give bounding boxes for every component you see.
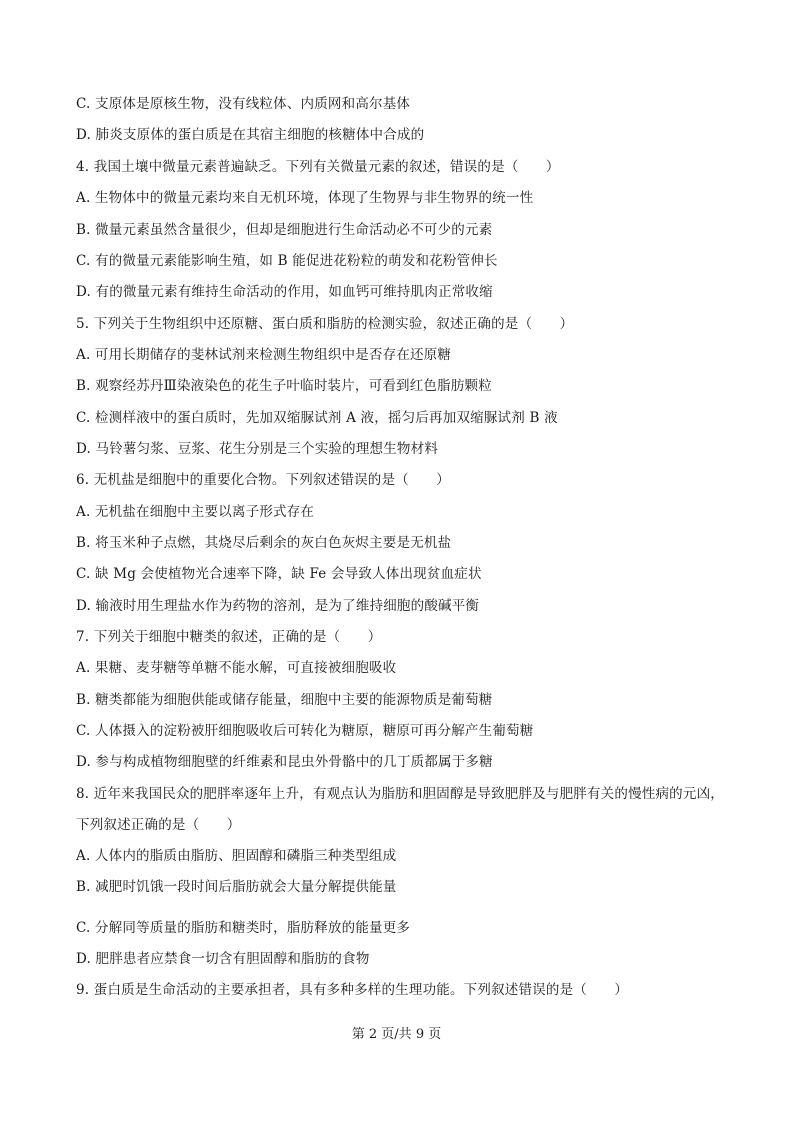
option-line: C. 分解同等质量的脂肪和糖类时，脂肪释放的能量更多	[76, 920, 411, 936]
question-6-stem: 6. 无机盐是细胞中的重要化合物。下列叙述错误的是（ ）	[76, 472, 450, 488]
option-line: C. 人体摄入的淀粉被肝细胞吸收后可转化为糖原，糖原可再分解产生葡萄糖	[76, 723, 534, 739]
question-8-stem-cont: 下列叙述正确的是（ ）	[76, 817, 241, 833]
question-5-stem: 5. 下列关于生物组织中还原糖、蛋白质和脂肪的检测实验，叙述正确的是（ ）	[76, 316, 574, 332]
question-8-stem: 8. 近年来我国民众的肥胖率逐年上升，有观点认为脂肪和胆固醇是导致肥胖及与肥胖有关的慢性病的元凶，	[76, 786, 724, 802]
option-line: C. 检测样液中的蛋白质时，先加双缩脲试剂 A 液，摇匀后再加双缩脲试剂 B 液	[76, 410, 558, 426]
option-line: D. 肥胖患者应禁食一切含有胆固醇和脂肪的食物	[76, 951, 370, 967]
page-footer: 第 2 页/共 9 页	[351, 1027, 442, 1042]
option-line: D. 参与构成植物细胞壁的纤维素和昆虫外骨骼中的几丁质都属于多糖	[76, 754, 493, 770]
option-line: A. 人体内的脂质由脂肪、胆固醇和磷脂三种类型组成	[76, 848, 397, 864]
option-line: B. 观察经苏丹Ⅲ染液染色的花生子叶临时装片，可看到红色脂肪颗粒	[76, 378, 492, 394]
option-line: B. 微量元素虽然含量很少，但却是细胞进行生命活动必不可少的元素	[76, 222, 493, 238]
option-line: B. 将玉米种子点燃，其烧尽后剩余的灰白色灰烬主要是无机盐	[76, 535, 452, 551]
option-line: B. 糖类都能为细胞供能或储存能量，细胞中主要的能源物质是葡萄糖	[76, 692, 493, 708]
option-line: D. 有的微量元素有维持生命活动的作用，如血钙可维持肌肉正常收缩	[76, 284, 493, 300]
option-line: A. 可用长期储存的斐林试剂来检测生物组织中是否存在还原糖	[76, 347, 452, 363]
option-line: A. 无机盐在细胞中主要以离子形式存在	[76, 504, 315, 520]
option-line: C. 有的微量元素能影响生殖，如 B 能促进花粉粒的萌发和花粉管伸长	[76, 253, 498, 269]
text-line: D. 肺炎支原体的蛋白质是在其宿主细胞的核糖体中合成的	[76, 127, 425, 143]
option-line: D. 马铃薯匀浆、豆浆、花生分别是三个实验的理想生物材料	[76, 441, 439, 457]
option-line: C. 缺 Mg 会使植物光合速率下降，缺 Fe 会导致人体出现贫血症状	[76, 566, 482, 582]
option-line: A. 果糖、麦芽糖等单糖不能水解，可直接被细胞吸收	[76, 660, 397, 676]
question-4-stem: 4. 我国土壤中微量元素普遍缺乏。下列有关微量元素的叙述，错误的是（ ）	[76, 159, 560, 175]
option-line: B. 减肥时饥饿一段时间后脂肪就会大量分解提供能量	[76, 879, 397, 895]
option-line: D. 输液时用生理盐水作为药物的溶剂，是为了维持细胞的酸碱平衡	[76, 598, 480, 614]
option-line: A. 生物体中的微量元素均来自无机环境，体现了生物界与非生物界的统一性	[76, 190, 534, 206]
question-7-stem: 7. 下列关于细胞中糖类的叙述，正确的是（ ）	[76, 629, 382, 645]
text-line: C. 支原体是原核生物，没有线粒体、内质网和高尔基体	[76, 96, 411, 112]
question-9-stem: 9. 蛋白质是生命活动的主要承担者，具有多种多样的生理功能。下列叙述错误的是（ ）	[76, 982, 629, 998]
